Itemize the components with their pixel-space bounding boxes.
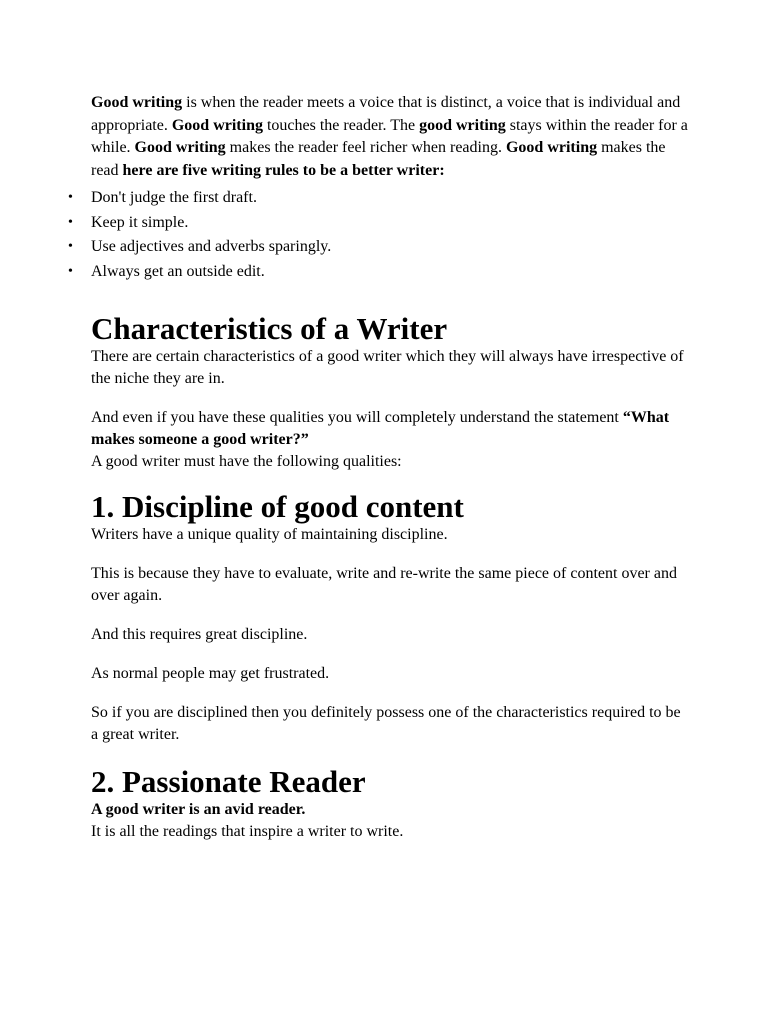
intro-text-2: touches the reader. The: [262, 116, 420, 134]
bullet-icon: •: [68, 239, 73, 254]
section-1-paragraph-5: So if you are disciplined then you definitely possess one of the characteristics required to be a great writer.: [91, 704, 681, 743]
characteristics-heading: Characteristics of a Writer: [91, 311, 448, 346]
intro-text-1: is when the reader meets a voice that is distinct, a voice that is individual and appropriate.: [91, 94, 681, 134]
list-item-text: Don't judge the first draft.: [91, 189, 257, 206]
section-1-paragraph-4: As normal people may get frustrated.: [91, 665, 330, 682]
section-2-heading: 2. Passionate Reader: [91, 764, 366, 799]
intro-text-4: makes the reader feel richer when reading.: [225, 139, 506, 156]
intro-bold-1: Good writing: [91, 94, 183, 111]
bullet-icon: •: [68, 190, 73, 205]
list-item: [68, 235, 691, 260]
characteristics-paragraph-3: A good writer must have the following qualities:: [91, 453, 402, 470]
intro-bold-3: good writing: [419, 116, 506, 134]
list-item: [68, 186, 691, 211]
list-item-text: Keep it simple.: [91, 213, 189, 231]
intro-bold-2: Good writing: [171, 116, 263, 134]
section-1-paragraph-3: And this requires great discipline.: [91, 626, 308, 643]
characteristics-quote: “What makes someone a good writer?”: [91, 409, 670, 448]
bullet-icon: •: [68, 263, 73, 279]
characteristics-paragraph-2: [91, 407, 691, 451]
intro-text-5: makes the read: [91, 139, 666, 179]
section-2-bold-line: [91, 799, 691, 821]
document-page: [68, 92, 691, 843]
section-2-bold-text: A good writer is an avid reader.: [91, 801, 306, 818]
intro-bold-4: Good writing: [134, 139, 226, 156]
bullet-icon: •: [68, 214, 73, 230]
list-item: [68, 260, 691, 285]
characteristics-paragraph-1: There are certain characteristics of a good writer which they will always have irrespective of the niche they are in.: [91, 348, 684, 387]
section-1-heading: 1. Discipline of good content: [91, 489, 464, 524]
list-item: [68, 211, 691, 236]
intro-bold-5: Good writing: [505, 139, 598, 156]
list-item-text: Always get an outside edit.: [91, 262, 265, 280]
section-1-paragraph-1: Writers have a unique quality of maintaining discipline.: [91, 526, 448, 543]
writing-rules-list: [68, 186, 691, 284]
characteristics-paragraph-2-text: And even if you have these qualities you will completely understand the statement: [91, 409, 623, 426]
section-1-paragraph-2: This is because they have to evaluate, write and re-write the same piece of content over and over again.: [91, 565, 677, 604]
intro-bold-6: here are five writing rules to be a better writer:: [122, 161, 445, 179]
section-2-paragraph-1: It is all the readings that inspire a writer to write.: [91, 823, 404, 840]
list-item-text: Use adjectives and adverbs sparingly.: [91, 238, 332, 255]
intro-paragraph: [91, 92, 691, 182]
intro-text-3: stays within the reader for a while.: [91, 116, 688, 156]
